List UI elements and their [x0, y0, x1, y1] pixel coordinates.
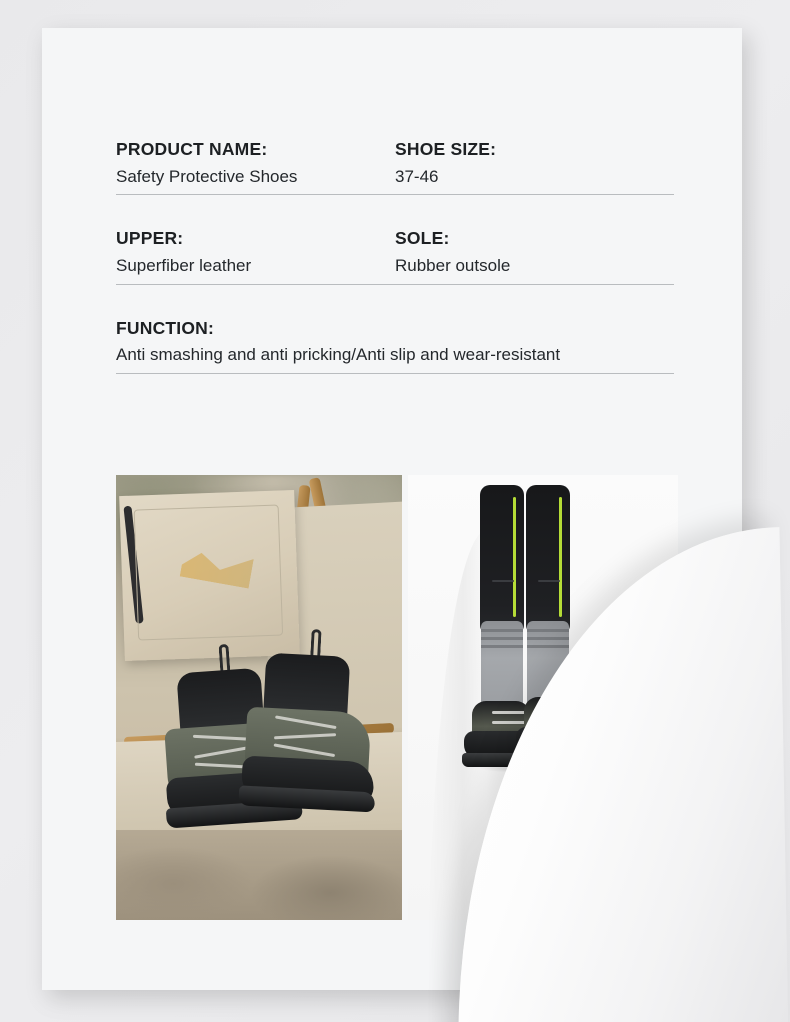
spec-cell-sole: [395, 227, 674, 278]
legging-stripe: [513, 497, 516, 617]
spec-label-upper: UPPER:: [116, 228, 184, 249]
boot-right: [240, 652, 380, 824]
spec-row: [116, 138, 674, 195]
leg-right: [526, 485, 570, 635]
bag-logo: [180, 547, 254, 589]
product-photo-camping: [116, 475, 402, 920]
spec-label-shoe-size: SHOE SIZE:: [395, 139, 497, 159]
specifications-block: [116, 138, 674, 406]
spec-label-product-name: PRODUCT NAME:: [116, 139, 268, 159]
spec-label-sole: SOLE:: [395, 228, 450, 249]
spec-value-sole: Rubber outsole: [395, 255, 511, 275]
spec-value-shoe-size: 37-46: [395, 166, 439, 186]
spec-label-function: FUNCTION:: [116, 317, 215, 338]
leg-left: [480, 485, 524, 635]
legging-seam: [492, 580, 514, 582]
spec-value-product-name: Safety Protective Shoes: [116, 166, 298, 186]
legging-seam: [538, 580, 560, 582]
spec-cell-shoe-size: [395, 138, 674, 189]
product-spec-sheet: [42, 28, 742, 990]
spec-cell-product-name: [116, 138, 395, 189]
legging-stripe: [559, 497, 562, 617]
bag-zipper: [123, 506, 143, 624]
camp-bag: [119, 490, 300, 661]
ground: [116, 830, 402, 920]
spec-cell-function: [116, 317, 674, 368]
spec-cell-upper: [116, 227, 395, 278]
spec-value-function: Anti smashing and anti pricking/Anti slip and wear-resistant: [116, 345, 561, 365]
spec-row: [116, 227, 674, 284]
spec-row: [116, 317, 674, 374]
spec-value-upper: Superfiber leather: [116, 255, 252, 275]
